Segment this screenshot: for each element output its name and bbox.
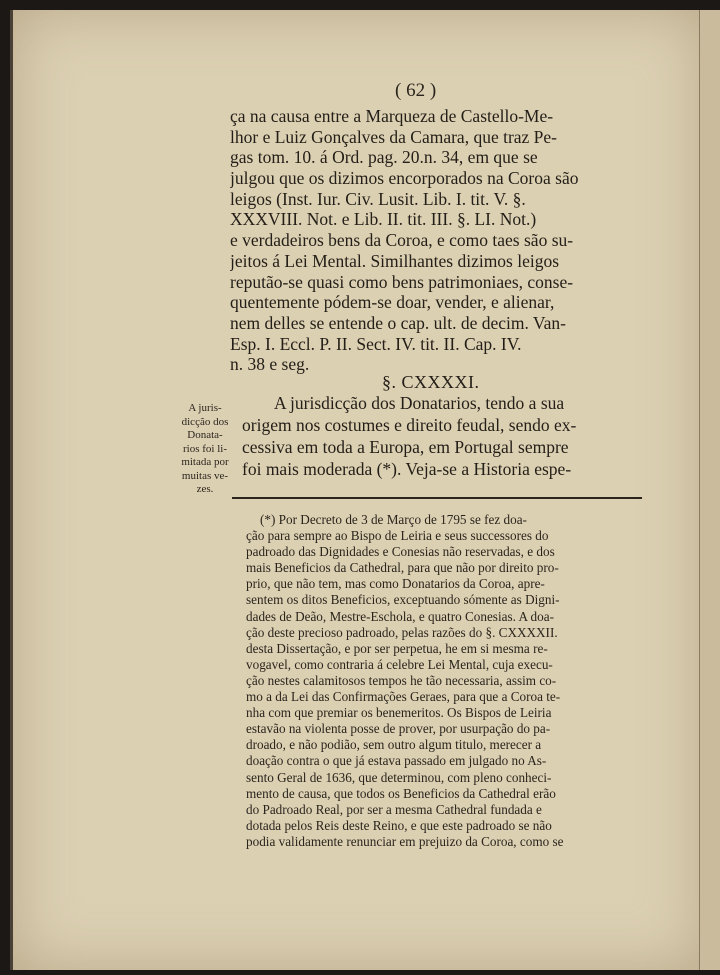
text-line: foi mais moderada (*). Veja-se a Historia espe- — [242, 459, 572, 479]
footnote-line: ção nestes calamitosos tempos he tão necessaria, assim co- — [246, 672, 557, 688]
footnote-line: sento Geral de 1636, que determinou, com pleno conheci- — [246, 769, 552, 785]
text-line: nem delles se entende o cap. ult. de decim. Van- — [230, 312, 566, 333]
footnote-line: sentem os ditos Beneficios, exceptuando sómente as Digni- — [246, 592, 560, 608]
margin-note-line: rios foi li- — [183, 442, 227, 455]
text-line: quentemente pódem-se doar, vender, e alienar, — [230, 292, 555, 313]
text-line: reputão-se quasi como bens patrimoniaes, conse- — [230, 271, 574, 292]
footnote-line: vogavel, como contraria á celebre Lei Mental, cuja execu- — [246, 656, 553, 672]
footnote-line: podia validamente renunciar em prejuizo da Coroa, como se — [246, 833, 564, 849]
footnote-line: padroado das Dignidades e Conesias não reservadas, e dos — [246, 544, 555, 560]
margin-note-line: dicção dos — [181, 415, 229, 428]
text-line: XXXVIII. Not. e Lib. II. tit. III. §. LI. Not.) — [230, 209, 537, 230]
footnote-line: droado, e não podião, sem outro algum titulo, merecer a — [246, 737, 542, 753]
footnote-line: desta Dissertação, e por ser perpetua, he em si mesma re- — [246, 640, 548, 656]
footnote-line: estavão na violenta posse de prover, por usurpação do pa- — [246, 721, 551, 737]
footnote-rule — [232, 497, 642, 499]
text-line: origem nos costumes e direito feudal, sendo ex- — [242, 415, 577, 435]
footnote-line: dades de Deão, Mestre-Eschola, e quatro Conesias. A doa- — [246, 608, 554, 624]
footnote-line: ção para sempre ao Bispo de Leiria e seus successores do — [246, 528, 549, 544]
margin-note-line: Donata- — [187, 429, 223, 441]
footnote-line: dotada pelos Reis deste Reino, e que este padroado se não — [246, 817, 552, 833]
text-line: A jurisdicção dos Donatarios, tendo a sua — [274, 393, 565, 413]
text-line: leigos (Inst. Iur. Civ. Lusit. Lib. I. tit. V. §. — [230, 188, 526, 209]
paragraph-cxxxxi — [242, 392, 642, 480]
text-line: cessiva em toda a Europa, em Portugal sempre — [242, 437, 569, 457]
margin-note-line: zes. — [196, 483, 214, 495]
text-line: e verdadeiros bens da Coroa, e como taes são su- — [230, 230, 574, 251]
text-line: julgou que os dizimos encorporados na Coroa são — [230, 168, 579, 189]
page-edge — [699, 10, 720, 970]
text-line: Esp. I. Eccl. P. II. Sect. IV. tit. II. Cap. IV. — [230, 333, 522, 354]
margin-note-line: A juris- — [188, 402, 222, 414]
footnote-line: mais Beneficios da Cathedral, para que não por direito pro- — [246, 560, 559, 576]
footnote-line: mo a da Lei das Confirmações Geraes, para que a Coroa te- — [246, 689, 561, 705]
margin-note-line: mitada por — [181, 456, 229, 468]
text-line: ça na causa entre a Marqueza de Castello-Me- — [230, 106, 554, 126]
main-text — [230, 106, 640, 375]
section-heading: §. CXXXXI. — [382, 372, 480, 392]
footnote-line: ção deste precioso padroado, pelas razões do §. CXXXXII. — [246, 624, 558, 640]
margin-note — [170, 402, 240, 497]
footnote-line: (*) Por Decreto de 3 de Março de 1795 se fez doa- — [260, 512, 527, 527]
margin-note-line: muitas ve- — [181, 469, 229, 482]
text-line: lhor e Luiz Gonçalves da Camara, que traz Pe- — [230, 126, 558, 147]
page-number: ( 62 ) — [395, 80, 437, 101]
text-line: jeitos á Lei Mental. Similhantes dizimos leigos — [230, 250, 560, 271]
footnote-line: do Padroado Real, por ser a mesma Cathedral fundada e — [246, 801, 542, 817]
text-line: gas tom. 10. á Ord. pag. 20.n. 34, em que se — [230, 147, 538, 168]
footnote-line: mento de causa, que todos os Beneficios da Cathedral erão — [246, 785, 556, 801]
text-line: n. 38 e seg. — [230, 354, 310, 375]
footnote-line: prio, que não tem, mas como Donatarios da Coroa, apre- — [246, 576, 545, 592]
footnote — [246, 512, 646, 850]
footnote-line: doação contra o que já estava passado em julgado no As- — [246, 753, 547, 769]
footnote-line: nha com que premiar os benemeritos. Os Bispos de Leiria — [246, 705, 552, 721]
